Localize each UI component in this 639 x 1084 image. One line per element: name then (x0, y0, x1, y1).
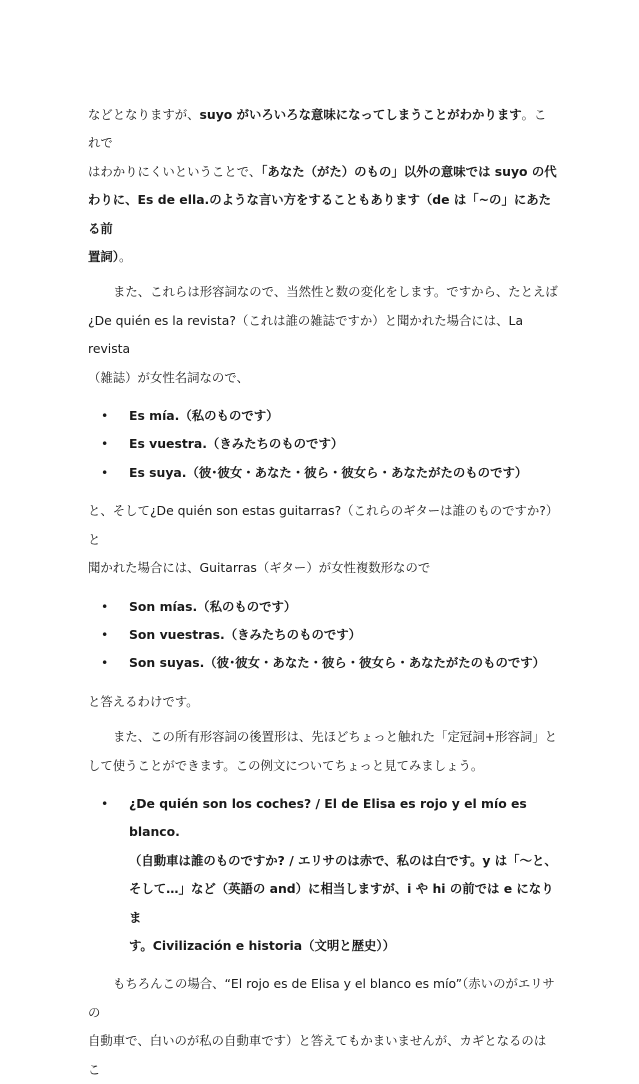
bullet-list-plural (88, 593, 558, 678)
document-page (88, 101, 558, 1084)
paragraph-4: と答えるわけです。 (88, 693, 199, 709)
text-span: 。これで (88, 107, 547, 151)
text-line: もちろんこの場合、“El rojo es de Elisa y el blanco es mío”（赤いのがエリサの (88, 976, 555, 1020)
paragraph-1 (88, 101, 558, 271)
text-line: • ¿De quién son los coches? / El de Elisa es rojo y el mío es blanco. (129, 795, 527, 840)
list-item: • Es mía.（私のものです） (88, 402, 558, 430)
text-span: 。 (118, 249, 132, 265)
text-line: （雑誌）が女性名詞なので、 (88, 369, 249, 385)
bold-text: suyo がいろいろな意味になってしまうことがわかります (199, 107, 522, 122)
bullet-list-singular (88, 402, 558, 487)
text-line: と、そして¿De quién son estas guitarras?（これらのギターは誰のものですか?）と (88, 503, 553, 547)
bullet-list-example (88, 790, 558, 960)
text-span: はわかりにくいということで、 (88, 163, 262, 179)
bold-text: 「あなた（がた）のもの」以外の意味では suyo の代 (261, 163, 557, 179)
paragraph-5 (88, 723, 558, 780)
text-line: そして…」など（英語の and）に相当しますが、i や hi の前では e になりま (129, 881, 554, 925)
list-item: • Son mías.（私のものです） (88, 593, 558, 621)
text-span: などとなりますが、 (88, 107, 200, 122)
text-line: 自動車で、白いのが私の自動車です）と答えてもかまいませんが、カギとなるのはこ (88, 1033, 547, 1077)
text-line: （自動車は誰のものですか? / エリサのは赤で、私のは白です。y は「～と、 (129, 852, 557, 868)
list-item: • Son suyas.（彼･彼女・あなた・彼ら・彼女ら・あなたがたのものです） (88, 649, 558, 677)
list-item (88, 790, 558, 960)
list-item: • Es vuestra.（きみたちのものです） (88, 430, 558, 458)
text-line: す。Civilización e historia（文明と歴史）） (129, 937, 396, 953)
bold-text: わりに、Es de ella.のような言い方をすることもあります（de は「~の」にあたる前 (88, 192, 552, 236)
text-line: また、この所有形容詞の後置形は、先ほどちょっと触れた「定冠詞+形容詞」と (113, 729, 558, 745)
paragraph-6 (88, 970, 558, 1084)
list-item: • Es suya.（彼･彼女・あなた・彼ら・彼女ら・あなたがたのものです） (88, 459, 558, 487)
paragraph-2 (88, 278, 558, 392)
text-line: また、これらは形容詞なので、当然性と数の変化をします。ですから、たとえば (113, 284, 558, 300)
text-line (88, 186, 558, 243)
text-line (88, 101, 558, 158)
paragraph-3 (88, 497, 558, 582)
text-line (88, 243, 558, 271)
text-line: 聞かれた場合には、Guitarras（ギター）が女性複数形なので (88, 560, 431, 576)
bold-text: 置詞） (88, 249, 119, 265)
text-line: して使うことができます。この例文についてちょっと見てみましょう。 (88, 757, 484, 773)
text-line (88, 158, 558, 186)
list-item: • Son vuestras.（きみたちのものです） (88, 621, 558, 649)
text-line: ¿De quién es la revista?（これは誰の雑誌ですか）と聞かれた場合には、La revista (88, 312, 524, 357)
